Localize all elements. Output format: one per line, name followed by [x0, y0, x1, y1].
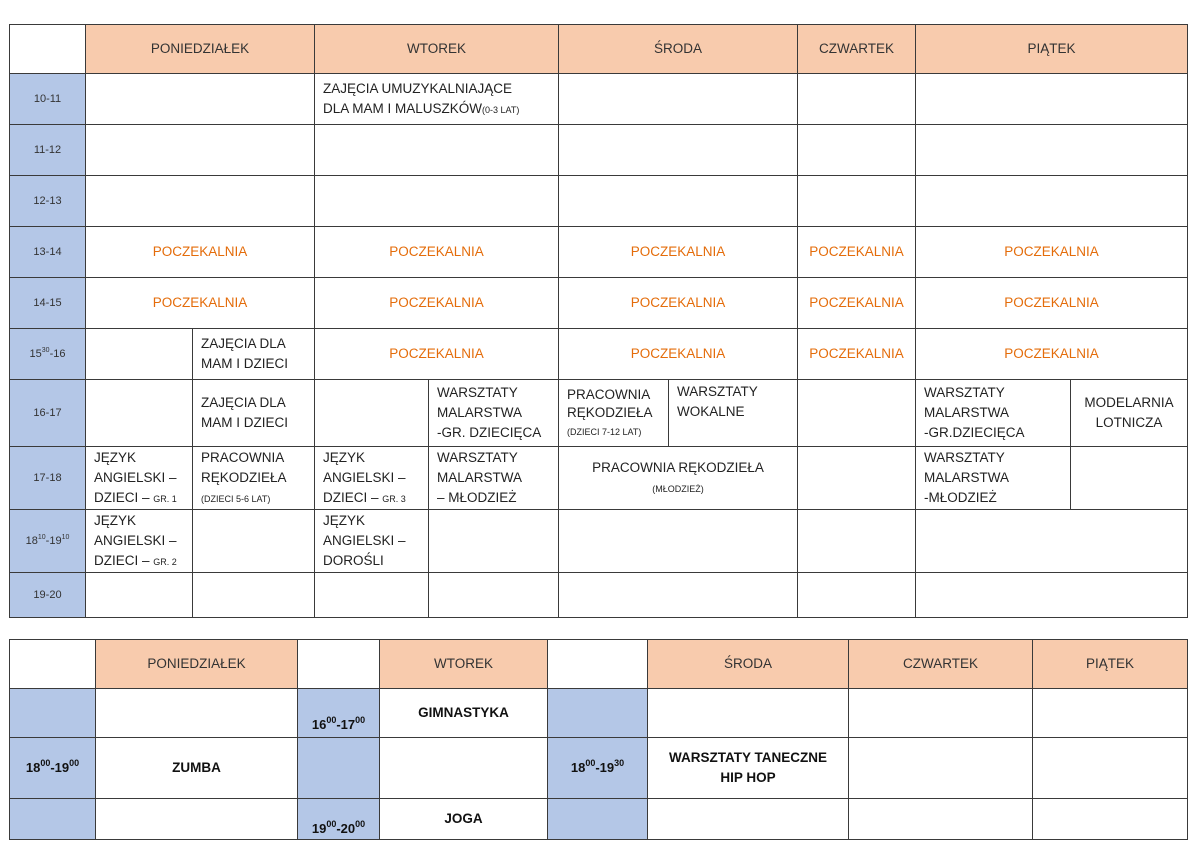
empty-cell: [1033, 738, 1188, 799]
activity-label: ANGIELSKI –: [94, 532, 177, 548]
activity-label: PRACOWNIA RĘKODZIEŁA: [592, 459, 764, 475]
activity-label: RĘKODZIEŁA: [201, 469, 287, 485]
activity-label: -GR.DZIECIĘCA: [924, 425, 1025, 440]
activity-label: JĘZYK: [94, 449, 137, 465]
activity-label: MAM I DZIECI: [201, 356, 288, 371]
schedule-row: [10, 510, 1188, 573]
day-header-thursday: CZWARTEK: [798, 25, 916, 74]
empty-cell: [86, 380, 193, 447]
time-end: -19: [595, 760, 615, 775]
empty-cell: [1033, 799, 1188, 840]
activity-cell: [86, 510, 193, 573]
empty-cell: [798, 510, 916, 573]
empty-cell: [96, 799, 298, 840]
waiting-room-cell: POCZEKALNIA: [315, 227, 559, 278]
day-header-tuesday: WTOREK: [315, 25, 559, 74]
empty-cell: [798, 573, 916, 618]
activity-label: – MŁODZIEŻ: [437, 490, 517, 505]
empty-cell: [86, 176, 315, 227]
activity-cell: [193, 447, 315, 510]
waiting-room-cell: POCZEKALNIA: [86, 227, 315, 278]
activity-label: JĘZYK: [323, 449, 366, 465]
empty-cell: [315, 573, 429, 618]
empty-cell: [559, 573, 798, 618]
time-slot: [548, 738, 648, 799]
empty-cell: [798, 74, 916, 125]
time-slot: [548, 689, 648, 738]
weekly-schedule-table: [9, 24, 1188, 618]
corner-cell: [298, 640, 380, 689]
activity-label: MAM I DZIECI: [201, 415, 288, 430]
waiting-room-cell: POCZEKALNIA: [559, 329, 798, 380]
time-minutes: 10: [37, 534, 46, 541]
activity-label: PRACOWNIA: [201, 449, 285, 465]
schedule-row: [10, 799, 1188, 840]
time-slot: 10-11: [10, 74, 86, 125]
empty-cell: [916, 573, 1188, 618]
header-row: [10, 640, 1188, 689]
day-header-wednesday: ŚRODA: [648, 640, 849, 689]
empty-cell: [916, 176, 1188, 227]
schedule-row: [10, 227, 1188, 278]
day-header-tuesday: WTOREK: [380, 640, 548, 689]
empty-cell: [648, 799, 849, 840]
time-slot: [10, 738, 96, 799]
activity-label: WARSZTATY: [924, 385, 1005, 400]
activity-dance: [648, 738, 849, 799]
time-slot: [548, 799, 648, 840]
empty-cell: [380, 738, 548, 799]
time-slot: 11-12: [10, 125, 86, 176]
activity-label: WARSZTATY: [437, 450, 518, 465]
time-slot: [298, 689, 380, 738]
time-slot: 17-18: [10, 447, 86, 510]
activity-label: ANGIELSKI –: [323, 469, 406, 485]
header-row: [10, 25, 1188, 74]
time-end: -19: [50, 760, 70, 775]
activity-label: DZIECI –: [323, 489, 383, 505]
activity-label: WARSZTATY TANECZNE: [669, 750, 827, 765]
activity-label: ANGIELSKI –: [323, 533, 406, 548]
activity-cell: [916, 380, 1071, 447]
time-slot: 16-17: [10, 380, 86, 447]
empty-cell: [96, 689, 298, 738]
day-header-friday: PIĄTEK: [916, 25, 1188, 74]
empty-cell: [798, 447, 916, 510]
activity-cell: [315, 74, 559, 125]
activity-label: JĘZYK: [323, 513, 366, 528]
schedule-row: [10, 74, 1188, 125]
activity-age: (DZIECI 7-12 LAT): [567, 426, 642, 437]
activity-cell: [669, 380, 798, 447]
time-hour: 18: [25, 535, 38, 547]
activity-label: MALARSTWA: [437, 470, 523, 485]
empty-cell: [798, 176, 916, 227]
empty-cell: [429, 510, 559, 573]
activity-group: GR. 1: [153, 493, 177, 504]
activity-label: WARSZTATY: [437, 385, 518, 400]
time-hour: 16: [311, 717, 327, 732]
corner-cell: [10, 640, 96, 689]
time-hour: 18: [25, 760, 41, 775]
time-slot: 14-15: [10, 278, 86, 329]
waiting-room-cell: POCZEKALNIA: [315, 278, 559, 329]
waiting-room-cell: POCZEKALNIA: [559, 278, 798, 329]
time-hour: 15: [29, 348, 42, 360]
empty-cell: [1033, 689, 1188, 738]
time-end: -17: [336, 717, 356, 732]
activity-group: GR. 3: [382, 493, 406, 504]
activity-group: GR. 2: [153, 556, 177, 567]
activity-label: WARSZTATY: [677, 384, 758, 399]
empty-cell: [916, 125, 1188, 176]
time-minutes: 00: [355, 819, 366, 829]
activity-label: JĘZYK: [94, 512, 137, 528]
empty-cell: [315, 125, 559, 176]
waiting-room-cell: POCZEKALNIA: [798, 329, 916, 380]
waiting-room-cell: POCZEKALNIA: [916, 227, 1188, 278]
activity-label: RĘKODZIEŁA: [567, 404, 653, 420]
activity-cell: [429, 380, 559, 447]
activity-cell: [559, 447, 798, 510]
activity-cell: [315, 447, 429, 510]
day-header-monday: PONIEDZIAŁEK: [86, 25, 315, 74]
time-slot: [10, 689, 96, 738]
waiting-room-cell: POCZEKALNIA: [559, 227, 798, 278]
time-hour: 18: [570, 760, 586, 775]
time-end: -16: [49, 348, 66, 360]
schedule-row: [10, 573, 1188, 618]
activity-label: -MŁODZIEŻ: [924, 490, 997, 505]
activity-cell: [429, 447, 559, 510]
activity-age: (0-3 LAT): [482, 104, 520, 115]
time-hour: 19: [311, 821, 327, 836]
activity-age: (MŁODZIEŻ): [652, 483, 704, 494]
activity-label: DZIECI –: [94, 489, 154, 505]
sports-schedule-table: [9, 639, 1188, 840]
empty-cell: [849, 799, 1033, 840]
activity-cell: [193, 380, 315, 447]
activity-label: DOROŚLI: [323, 553, 384, 568]
time-minutes: 30: [614, 758, 625, 768]
activity-label: MALARSTWA: [924, 405, 1010, 420]
time-minutes: 00: [585, 758, 596, 768]
waiting-room-cell: POCZEKALNIA: [798, 278, 916, 329]
activity-cell: [1071, 380, 1188, 447]
time-slot: [10, 329, 86, 380]
activity-label: DZIECI –: [94, 552, 154, 568]
empty-cell: [916, 510, 1188, 573]
time-slot: [298, 799, 380, 840]
waiting-room-cell: POCZEKALNIA: [315, 329, 559, 380]
time-minutes: 00: [355, 715, 366, 725]
activity-label: HIP HOP: [720, 770, 776, 785]
activity-cell: [86, 447, 193, 510]
waiting-room-cell: POCZEKALNIA: [916, 329, 1188, 380]
activity-label: DLA MAM I MALUSZKÓW: [323, 100, 483, 116]
time-slot: [10, 510, 86, 573]
corner-cell: [10, 25, 86, 74]
schedule-row: [10, 125, 1188, 176]
activity-cell: [916, 447, 1071, 510]
day-header-thursday: CZWARTEK: [849, 640, 1033, 689]
empty-cell: [86, 329, 193, 380]
activity-label: MODELARNIA: [1084, 395, 1174, 410]
waiting-room-cell: POCZEKALNIA: [86, 278, 315, 329]
time-minutes: 30: [41, 347, 50, 354]
activity-label: WARSZTATY: [924, 450, 1005, 465]
corner-cell: [548, 640, 648, 689]
empty-cell: [315, 176, 559, 227]
time-end: -19: [45, 535, 62, 547]
empty-cell: [86, 573, 193, 618]
empty-cell: [849, 689, 1033, 738]
activity-label: ZAJĘCIA DLA: [201, 395, 286, 410]
activity-label: LOTNICZA: [1095, 415, 1163, 430]
activity-cell: [193, 329, 315, 380]
activity-label: ANGIELSKI –: [94, 469, 177, 485]
activity-label: PRACOWNIA: [567, 386, 651, 402]
empty-cell: [193, 573, 315, 618]
waiting-room-cell: POCZEKALNIA: [798, 227, 916, 278]
activity-label: WOKALNE: [677, 404, 745, 419]
time-minutes: 10: [61, 534, 70, 541]
activity-cell: [315, 510, 429, 573]
empty-cell: [559, 74, 798, 125]
activity-label: MALARSTWA: [924, 470, 1010, 485]
empty-cell: [798, 380, 916, 447]
time-slot: 19-20: [10, 573, 86, 618]
time-end: -20: [336, 821, 356, 836]
time-minutes: 00: [40, 758, 51, 768]
empty-cell: [86, 125, 315, 176]
empty-cell: [315, 380, 429, 447]
time-slot: [10, 799, 96, 840]
empty-cell: [193, 510, 315, 573]
time-slot: [298, 738, 380, 799]
empty-cell: [916, 74, 1188, 125]
empty-cell: [559, 176, 798, 227]
empty-cell: [849, 738, 1033, 799]
schedule-row: [10, 380, 1188, 447]
empty-cell: [798, 125, 916, 176]
activity-label: MALARSTWA: [437, 405, 523, 420]
time-slot: 12-13: [10, 176, 86, 227]
activity-yoga: JOGA: [380, 799, 548, 840]
activity-label: ZAJĘCIA UMUZYKALNIAJĄCE: [323, 80, 513, 96]
activity-label: -GR. DZIECIĘCA: [437, 425, 542, 440]
day-header-wednesday: ŚRODA: [559, 25, 798, 74]
schedule-row: [10, 329, 1188, 380]
activity-age: (DZIECI 5-6 LAT): [201, 493, 271, 504]
schedule-row: [10, 738, 1188, 799]
schedule-row: [10, 447, 1188, 510]
waiting-room-cell: POCZEKALNIA: [916, 278, 1188, 329]
day-header-friday: PIĄTEK: [1033, 640, 1188, 689]
time-minutes: 00: [326, 715, 337, 725]
time-minutes: 00: [326, 819, 337, 829]
schedule-row: [10, 176, 1188, 227]
activity-cell: [559, 380, 669, 447]
empty-cell: [559, 510, 798, 573]
empty-cell: [1071, 447, 1188, 510]
time-minutes: 00: [69, 758, 80, 768]
activity-label: ZAJĘCIA DLA: [201, 336, 286, 351]
schedule-row: [10, 689, 1188, 738]
empty-cell: [86, 74, 315, 125]
day-header-monday: PONIEDZIAŁEK: [96, 640, 298, 689]
activity-zumba: ZUMBA: [96, 738, 298, 799]
time-slot: 13-14: [10, 227, 86, 278]
schedule-row: [10, 278, 1188, 329]
activity-gymnastics: GIMNASTYKA: [380, 689, 548, 738]
empty-cell: [648, 689, 849, 738]
empty-cell: [559, 125, 798, 176]
empty-cell: [429, 573, 559, 618]
